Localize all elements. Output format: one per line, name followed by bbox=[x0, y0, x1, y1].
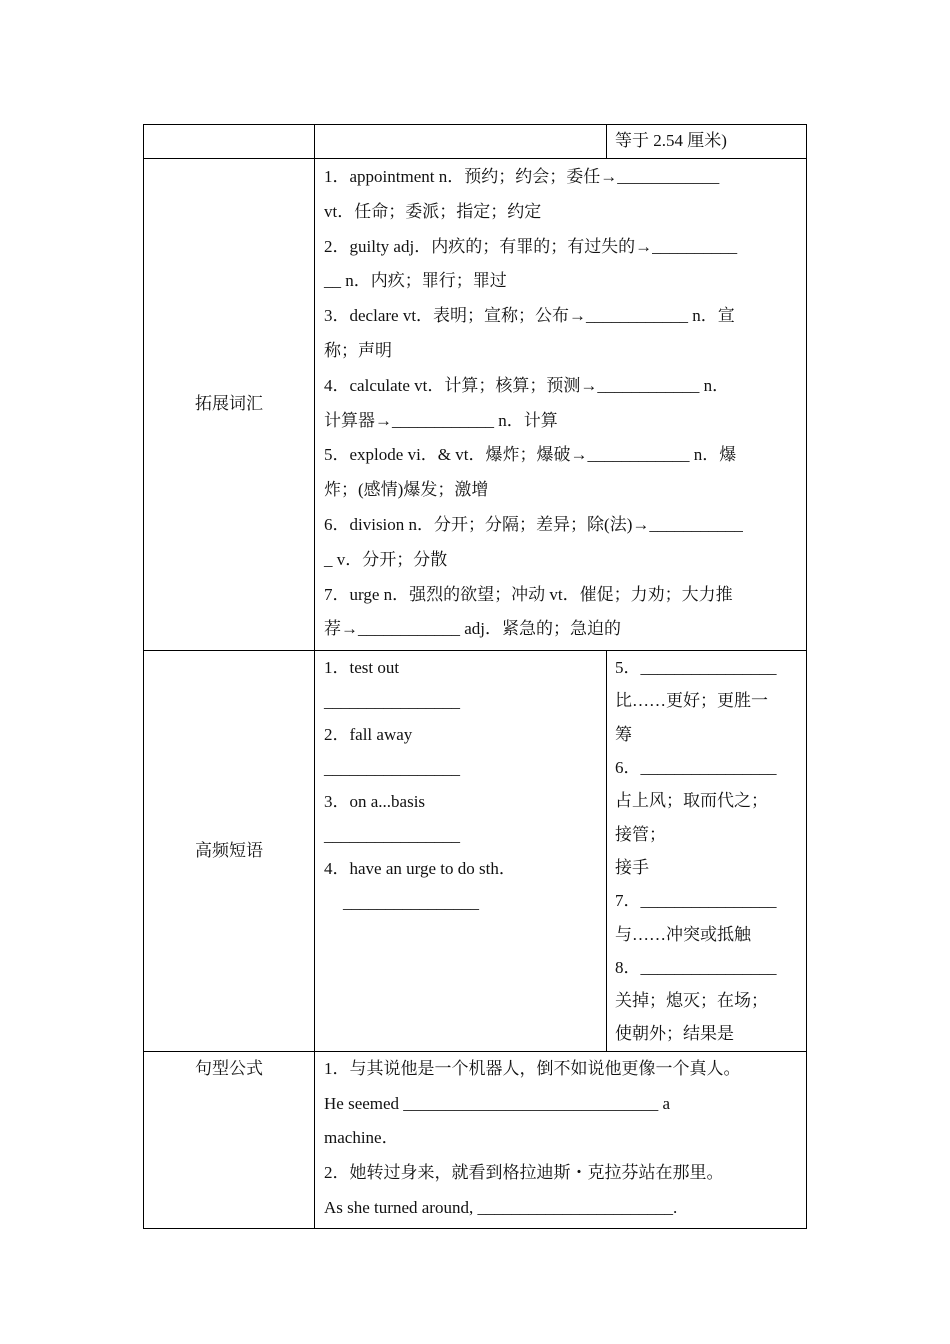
vocab-line: __ n．内疚；罪行；罪过 bbox=[324, 271, 507, 291]
phrase-line: 比……更好；更胜一 bbox=[615, 691, 768, 711]
vocab-line: 4．calculate vt．计算；核算；预测→____________ n． bbox=[324, 375, 730, 395]
vocab-line: 2．guilty adj．内疚的；有罪的；有过失的→__________ bbox=[324, 236, 738, 256]
vocab-line: 荐→____________ adj．紧急的；急迫的 bbox=[324, 619, 622, 639]
sentences-content-cell bbox=[315, 1051, 807, 1228]
phrase-line: 6．________________ bbox=[615, 758, 777, 778]
phrase-line: 8．________________ bbox=[615, 957, 777, 977]
continuation-text: 等于 2.54 厘米) bbox=[615, 131, 727, 150]
vocab-line: 3．declare vt．表明；宣称；公布→____________ n．宣 bbox=[324, 306, 735, 326]
vocab-label: 拓展词汇 bbox=[144, 159, 315, 651]
phrases-content-cell bbox=[315, 651, 807, 1052]
sentences-label: 句型公式 bbox=[144, 1051, 315, 1228]
sentences-row bbox=[144, 1051, 807, 1228]
vocabulary-table bbox=[143, 124, 807, 1229]
phrase-line: ________________ bbox=[343, 892, 479, 912]
phrase-line: 7．________________ bbox=[615, 891, 777, 911]
phrase-line: 2．fall away bbox=[324, 725, 413, 745]
vocab-line: 计算器→____________ n．计算 bbox=[324, 410, 558, 430]
phrase-line: 4．have an urge to do sth． bbox=[324, 859, 516, 879]
sentence-line: As she turned around, _______________________. bbox=[324, 1197, 678, 1217]
phrases-label: 高频短语 bbox=[144, 651, 315, 1052]
sentence-line: machine． bbox=[324, 1128, 399, 1148]
phrase-line: ________________ bbox=[324, 758, 460, 778]
vocab-line: 6．division n．分开；分隔；差异；除(法)→___________ bbox=[324, 514, 743, 534]
vocab-line: 5．explode vi．& vt．爆炸；爆破→____________ n．爆 bbox=[324, 445, 737, 465]
phrase-line: 筹 bbox=[615, 724, 632, 744]
phrase-line: 关掉；熄灭；在场； bbox=[615, 991, 768, 1011]
phrase-line: 占上风；取而代之； bbox=[615, 791, 768, 811]
phrases-row bbox=[144, 651, 807, 1052]
phrase-line: 5．________________ bbox=[615, 658, 777, 678]
phrases-left-column bbox=[315, 651, 607, 1051]
vocab-line: vt．任命；委派；指定；约定 bbox=[324, 201, 542, 221]
phrase-line: ________________ bbox=[324, 825, 460, 845]
phrase-line: 与……冲突或抵触 bbox=[615, 924, 751, 944]
continuation-label-cell bbox=[144, 125, 315, 159]
vocab-content-cell bbox=[315, 159, 807, 651]
sentence-line: 1．与其说他是一个机器人，倒不如说他更像一个真人。 bbox=[324, 1058, 741, 1078]
vocab-line: 炸；(感情)爆发；激增 bbox=[324, 480, 489, 500]
vocab-line: 称；声明 bbox=[324, 340, 392, 360]
continuation-row bbox=[144, 125, 807, 159]
phrases-right-column bbox=[607, 651, 806, 1051]
phrase-line: 接管； bbox=[615, 824, 666, 844]
phrase-line: 1．test out bbox=[324, 658, 400, 678]
vocab-line: _ v．分开；分散 bbox=[324, 549, 448, 569]
phrase-line: 使朝外；结果是 bbox=[615, 1024, 734, 1044]
vocab-line: 1．appointment n．预约；约会；委任→____________ bbox=[324, 167, 720, 186]
vocab-row bbox=[144, 159, 807, 651]
phrase-line: 3．on a...basis bbox=[324, 792, 426, 812]
phrase-line: ________________ bbox=[324, 691, 460, 711]
vocab-line: 7．urge n．强烈的欲望；冲动 vt．催促；力劝；大力推 bbox=[324, 584, 733, 604]
sentence-line: 2．她转过身来，就看到格拉迪斯・克拉芬站在那里。 bbox=[324, 1163, 724, 1183]
phrase-line: 接手 bbox=[615, 857, 649, 877]
continuation-content-cell bbox=[315, 125, 807, 159]
sentence-line: He seemed ______________________________ a bbox=[324, 1093, 671, 1113]
